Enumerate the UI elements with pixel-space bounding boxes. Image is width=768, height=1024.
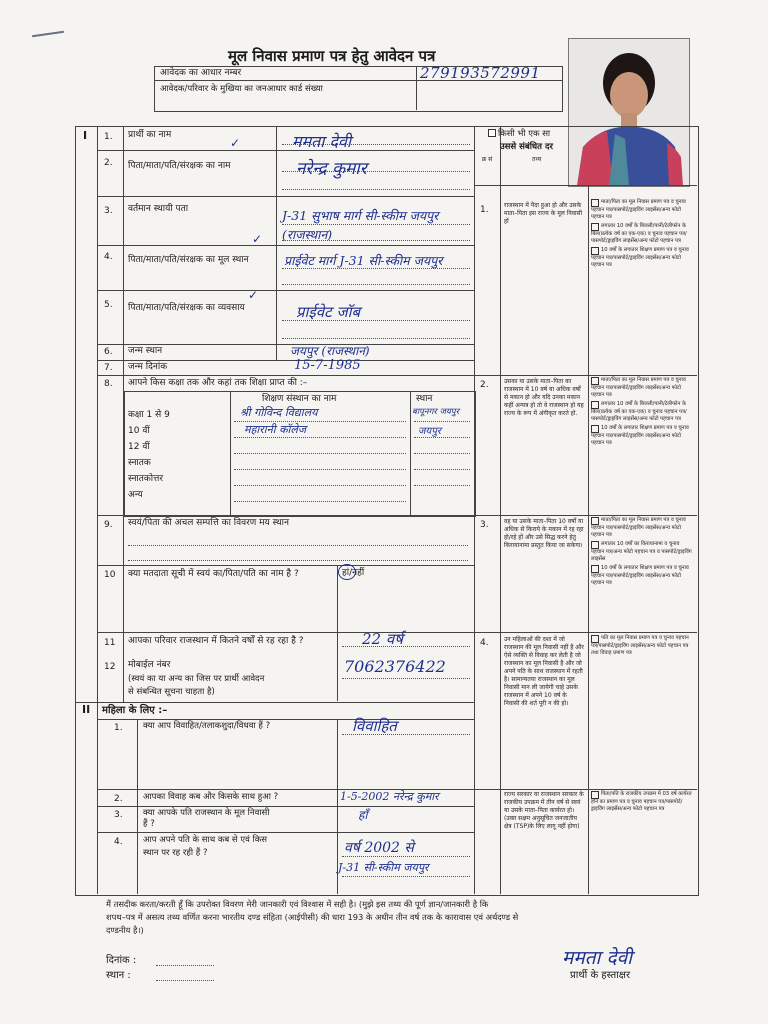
checkbox-icon[interactable] <box>591 791 599 799</box>
doc-2-1: माता/पिता का मूल निवास प्रमाण पत्र व चुनाव पहचान पत्र/पासपोर्ट/ड्राइविंग लाइसेंस/अन्य फोटो पहचान पत्र <box>591 377 686 398</box>
crit-3-text: वह या उसके माता–पिता 10 वर्षों या अधिक से किराये के मकान में रह रहा हो/रहे हों और उसे सिद्ध करने हेतु किरायानामा प्रस्तुत किया जा सकेगा। <box>504 518 584 549</box>
date-label: दिनांक : <box>106 955 137 966</box>
women-q4b: स्थान पर रह रही हैं ? <box>143 848 208 858</box>
checkbox-icon[interactable] <box>591 541 599 549</box>
women-q3-num: 3. <box>114 810 123 820</box>
row-10-circle <box>338 564 356 580</box>
row-4-value: प्राईवेट मार्ग J-31 सी-स्कीम जयपुर <box>284 253 443 268</box>
crit-2-num: 2. <box>480 380 489 390</box>
row-3-num: 3. <box>104 206 113 216</box>
edu-row-2-label: 10 वीं <box>128 426 150 436</box>
section-1-label: I <box>83 129 88 142</box>
edu-row-1-label: कक्षा 1 से 9 <box>128 410 170 420</box>
checkbox-icon[interactable] <box>488 129 496 137</box>
checkbox-icon[interactable] <box>591 401 599 409</box>
row-12-label-c: से संबन्धित सूचना चाहता है) <box>128 687 215 697</box>
women-heading: महिला के लिए :– <box>102 705 168 716</box>
edu-row-6-label: अन्य <box>128 490 143 500</box>
row-1-value: ममता देवी <box>292 132 352 151</box>
row-10-value: हां/नहीं <box>342 568 365 578</box>
checkbox-icon[interactable] <box>591 199 599 207</box>
women-a2: 1-5-2002 नरेन्द्र कुमार <box>340 790 439 803</box>
row-3-value: J-31 सुभाष मार्ग सी-स्कीम जयपुर (राजस्थान) <box>282 208 439 242</box>
row-5-label: पिता/माता/पति/संरक्षक का व्यवसाय <box>128 303 245 313</box>
row-11-value: 22 वर्ष <box>362 630 403 648</box>
declaration-line-2: शपथ–पत्र में असत्य तथ्य वर्णित करना भारतीय दण्ड संहिता (आईपीसी) की धारा 193 के अधीन तीन वर्ष तक के कारावास एवं अर्थदण्ड से <box>106 912 519 922</box>
row-12-label: मोबाईल नंबर <box>128 660 171 670</box>
women-q3b: हैं ? <box>143 819 155 829</box>
crit-4-text: उन महिलाओं की दशा में जो राजस्थान की मूल निवासी नहीं है और ऐसे व्यक्ति से विवाह कर लेती है जो राजस्थान का मूल निवासी है और जो अपने पति के साथ राजस्थान में रहती है। सामान्यतया राजस्थान का मूल निवासी मान ली जायेगी चाहे उसके राजस्थान में अपने 10 वर्ष के निवासी की शर्त पूरी न की हो। <box>504 636 584 707</box>
janaadhar-label: आवेदक/परिवार के मुखिया का जनआधार कार्ड संख्या <box>160 84 323 94</box>
row-7-num: 7. <box>104 363 113 373</box>
tick-mark-4: ✓ <box>248 288 259 302</box>
edu-row-4-label: स्नातक <box>128 458 151 468</box>
women-a1: विवाहित <box>352 717 397 735</box>
row-8-label: आपने किस कक्षा तक और कहां तक शिक्षा प्राप्त की :– <box>128 378 308 388</box>
crit-3-num: 3. <box>480 520 489 530</box>
place-label: स्थान : <box>106 970 131 981</box>
women-q2-num: 2. <box>114 794 123 804</box>
row-11-label: आपका परिवार राजस्थान में कितने वर्षों से रह रहा है ? <box>128 636 304 646</box>
women-q1: क्या आप विवाहित/तलाकशुदा/विधवा हैं ? <box>143 721 271 731</box>
row-12-num: 12 <box>104 662 116 672</box>
women-a3: हाँ <box>358 808 368 822</box>
pen-mark <box>32 31 64 37</box>
doc-2-3: 10 वर्षों के लगातार शिक्षण प्रमाण पत्र व चुनाव पहचान पत्र/पासपोर्ट/ड्राइविंग लाइसेंस/अन्य फोटो पहचान पत्र <box>591 425 689 446</box>
checkbox-icon[interactable] <box>591 377 599 385</box>
row-7-label: जन्म दिनांक <box>128 362 168 372</box>
doc-1-3: 10 वर्षों के लगातार शिक्षण प्रमाण पत्र व चुनाव पहचान पत्र/पासपोर्ट/ड्राइविंग लाइसेंस/अन्य फोटो पहचान पत्र <box>591 247 689 268</box>
aadhar-label: आवेदक का आधार नम्बर <box>160 68 242 78</box>
crit-4-num: 4. <box>480 638 489 648</box>
row-4-label: पिता/माता/पति/संरक्षक का मूल स्थान <box>128 255 249 265</box>
place-field[interactable] <box>156 980 214 981</box>
crit-2-text: उसका या उसके माता–पिता का राजस्थान में 10 वर्ष या अधिक वर्षों से मकान हो और यदि उनका मकान कहीं अन्यत्र हो तो वे राजस्थान हो यह राज्य के रूप में अंगीकृत करते हो. <box>504 378 584 417</box>
row-12-value: 7062376422 <box>344 657 446 676</box>
form-title: मूल निवास प्रमाण पत्र हेतु आवेदन पत्र <box>228 47 436 65</box>
women-q4-num: 4. <box>114 837 123 847</box>
checkbox-icon[interactable] <box>591 247 599 255</box>
docs-group-1 <box>591 199 693 269</box>
checkbox-icon[interactable] <box>591 517 599 525</box>
row-9-num: 9. <box>104 520 113 530</box>
row-1-num: 1. <box>104 132 113 142</box>
women-a4b: J-31 सी-स्कीम जयपुर <box>338 861 429 874</box>
row-10-num: 10 <box>104 570 116 580</box>
edu-col-institution: शिक्षण संस्थान का नाम <box>262 394 337 404</box>
doc-4-1: पति का मूल निवास प्रमाण पत्र व चुनाव पहचान पत्र/पासपोर्ट/ड्राइविंग लाइसेंस/अन्य फोटो पहचान पत्र तथा विवाह प्रमाण पत्र <box>591 635 689 656</box>
docs-group-3 <box>591 517 693 587</box>
row-12-label-b: (स्वयं का या अन्य का जिस पर प्रार्थी आवेदन <box>128 674 265 684</box>
row-2-value: नरेन्द्र कुमार <box>296 159 367 179</box>
edu-row-3-label: 12 वीं <box>128 442 150 452</box>
edu-col-place: स्थान <box>416 394 433 404</box>
doc-2-2: लगातार 10 वर्षों के बिजली/पानी/टेलीफोन के बिल(प्रत्येक वर्ष का एक-एक) व चुनाव पहचान पत्र/पासपोर्ट/ड्राइविंग लाइसेंस/अन्य फोटो पहचान पत्र <box>591 401 687 422</box>
women-q4a: आप अपने पति के साथ कब से एवं किस <box>143 835 267 845</box>
top-box-line1 <box>488 129 550 140</box>
tick-mark-3: ✓ <box>252 232 263 246</box>
right-hdr-a: क्र सं <box>481 156 493 163</box>
applicant-signature: ममता देवी <box>562 947 633 969</box>
doc-3-1: माता/पिता का मूल निवास प्रमाण पत्र व चुनाव पहचान पत्र/पासपोर्ट/ड्राइविंग लाइसेंस/अन्य फोटो पहचान पत्र <box>591 517 686 538</box>
edu-row-1-inst: श्री गोविन्द विद्यालय <box>240 406 318 419</box>
checkbox-icon[interactable] <box>591 565 599 573</box>
docs-group-4 <box>591 635 693 657</box>
row-9-label: स्वयं/पिता की अचल सम्पत्ति का विवरण मय स्थान <box>128 518 290 528</box>
edu-row-5-label: स्नातकोत्तर <box>128 474 164 484</box>
edu-row-2-place: जयपुर <box>418 426 441 437</box>
row-4-num: 4. <box>104 252 113 262</box>
row-5-value: प्राईवेट जॉब <box>296 303 361 321</box>
row-2-label: पिता/माता/पति/संरक्षक का नाम <box>128 161 231 171</box>
row-10-label: क्या मतदाता सूची में स्वयं का/पिता/पति का नाम है ? <box>128 569 299 579</box>
women-q2: आपका विवाह कब और किसके साथ हुआ ? <box>143 792 279 802</box>
section-2-label: II <box>82 703 91 716</box>
tick-mark-1: ✓ <box>230 136 241 150</box>
row-7-value: 15-7-1985 <box>294 358 361 373</box>
doc-1-2: लगातार 10 वर्षों के बिजली/पानी/टेलीफोन के बिल(प्रत्येक वर्ष का एक-एक) व चुनाव पहचान पत्र/पासपोर्ट/ड्राइविंग लाइसेंस/अन्य फोटो पहचान पत्र <box>591 223 687 244</box>
checkbox-icon[interactable] <box>591 635 599 643</box>
row-2-num: 2. <box>104 158 113 168</box>
right-hdr-b: तथ्य <box>532 156 542 163</box>
doc-3-2: लगातार 10 वर्षों का किरायानामा व चुनाव पहचान पत्र/अन्य फोटो पहचान पत्र व पासपोर्ट/ड्राइविंग लाइसेंस <box>591 541 692 562</box>
docs-group-2 <box>591 377 693 447</box>
crit-1-text: राजस्थान में पैदा हुआ हो और उसके माता–पिता इस राज्य के मूल निवासी हों <box>504 202 583 225</box>
row-1-label: प्रार्थी का नाम <box>128 130 172 140</box>
crit-5-text: राज्य सरकार या राजस्थान सरकार के राजकीय उपक्रम में तीन वर्ष से स्वयं या उसके माता–पिता कार्यरत हो। (उक्त सक्षम अनुसूचित जनजातीय क्षेत्र (TSP)के लिए लागू नहीं होगा) <box>504 791 584 830</box>
date-field[interactable] <box>156 965 214 966</box>
signature-label: प्रार्थी के हस्ताक्षर <box>570 970 631 981</box>
declaration-line-1: मैं तसदीक करता/करती हूँ कि उपरोक्त विवरण मेरी जानकारी एवं विश्वास में सही है। (मुझे इस तथ्य की पूर्ण ज्ञान/जानकारी है कि <box>106 899 489 909</box>
women-q1-num: 1. <box>114 723 123 733</box>
checkbox-icon[interactable] <box>591 425 599 433</box>
women-a4a: वर्ष 2002 से <box>344 840 414 856</box>
doc-3-3: 10 वर्षों के लगातार शिक्षण प्रमाण पत्र व चुनाव पहचान पत्र/पासपोर्ट/ड्राइविंग लाइसेंस/अन्य फोटो पहचान पत्र <box>591 565 689 586</box>
row-8-num: 8. <box>104 379 113 389</box>
declaration-line-3: दण्डनीय है।) <box>106 925 144 935</box>
checkbox-icon[interactable] <box>591 223 599 231</box>
doc-1-1: माता/पिता का मूल निवास प्रमाण पत्र व चुनाव पहचान पत्र/पासपोर्ट/ड्राइविंग लाइसेंस/अन्य फोटो पहचान पत्र <box>591 199 686 220</box>
row-5-num: 5. <box>104 300 113 310</box>
edu-row-2-inst: महारानी कॉलेज <box>244 423 306 436</box>
docs-group-5 <box>591 791 693 813</box>
row-6-num: 6. <box>104 347 113 357</box>
aadhar-value: 279193572991 <box>420 64 541 82</box>
edu-row-1-place: बापूनगर जयपुर <box>412 407 460 417</box>
doc-5-1: पिता/पति के राजकीय उपक्रम में 03 वर्ष कार्यरत होने का प्रमाण पत्र व चुनाव पहचान पत्र/पासपोर्ट/ड्राइविंग लाइसेंस/अन्य फोटो पहचान पत्र <box>591 791 692 812</box>
row-3-label: वर्तमान स्थायी पता <box>128 204 189 214</box>
row-6-label: जन्म स्थान <box>128 346 163 356</box>
top-box-line2: उससे संबंधित दर <box>500 142 553 152</box>
crit-1-num: 1. <box>480 205 489 215</box>
top-box-text-1: किसी भी एक सा <box>498 129 551 139</box>
row-11-num: 11 <box>104 638 116 648</box>
row-6-value: जयपुर (राजस्थान) <box>290 344 370 358</box>
women-q3a: क्या आपके पति राजस्थान के मूल निवासी <box>143 808 270 818</box>
